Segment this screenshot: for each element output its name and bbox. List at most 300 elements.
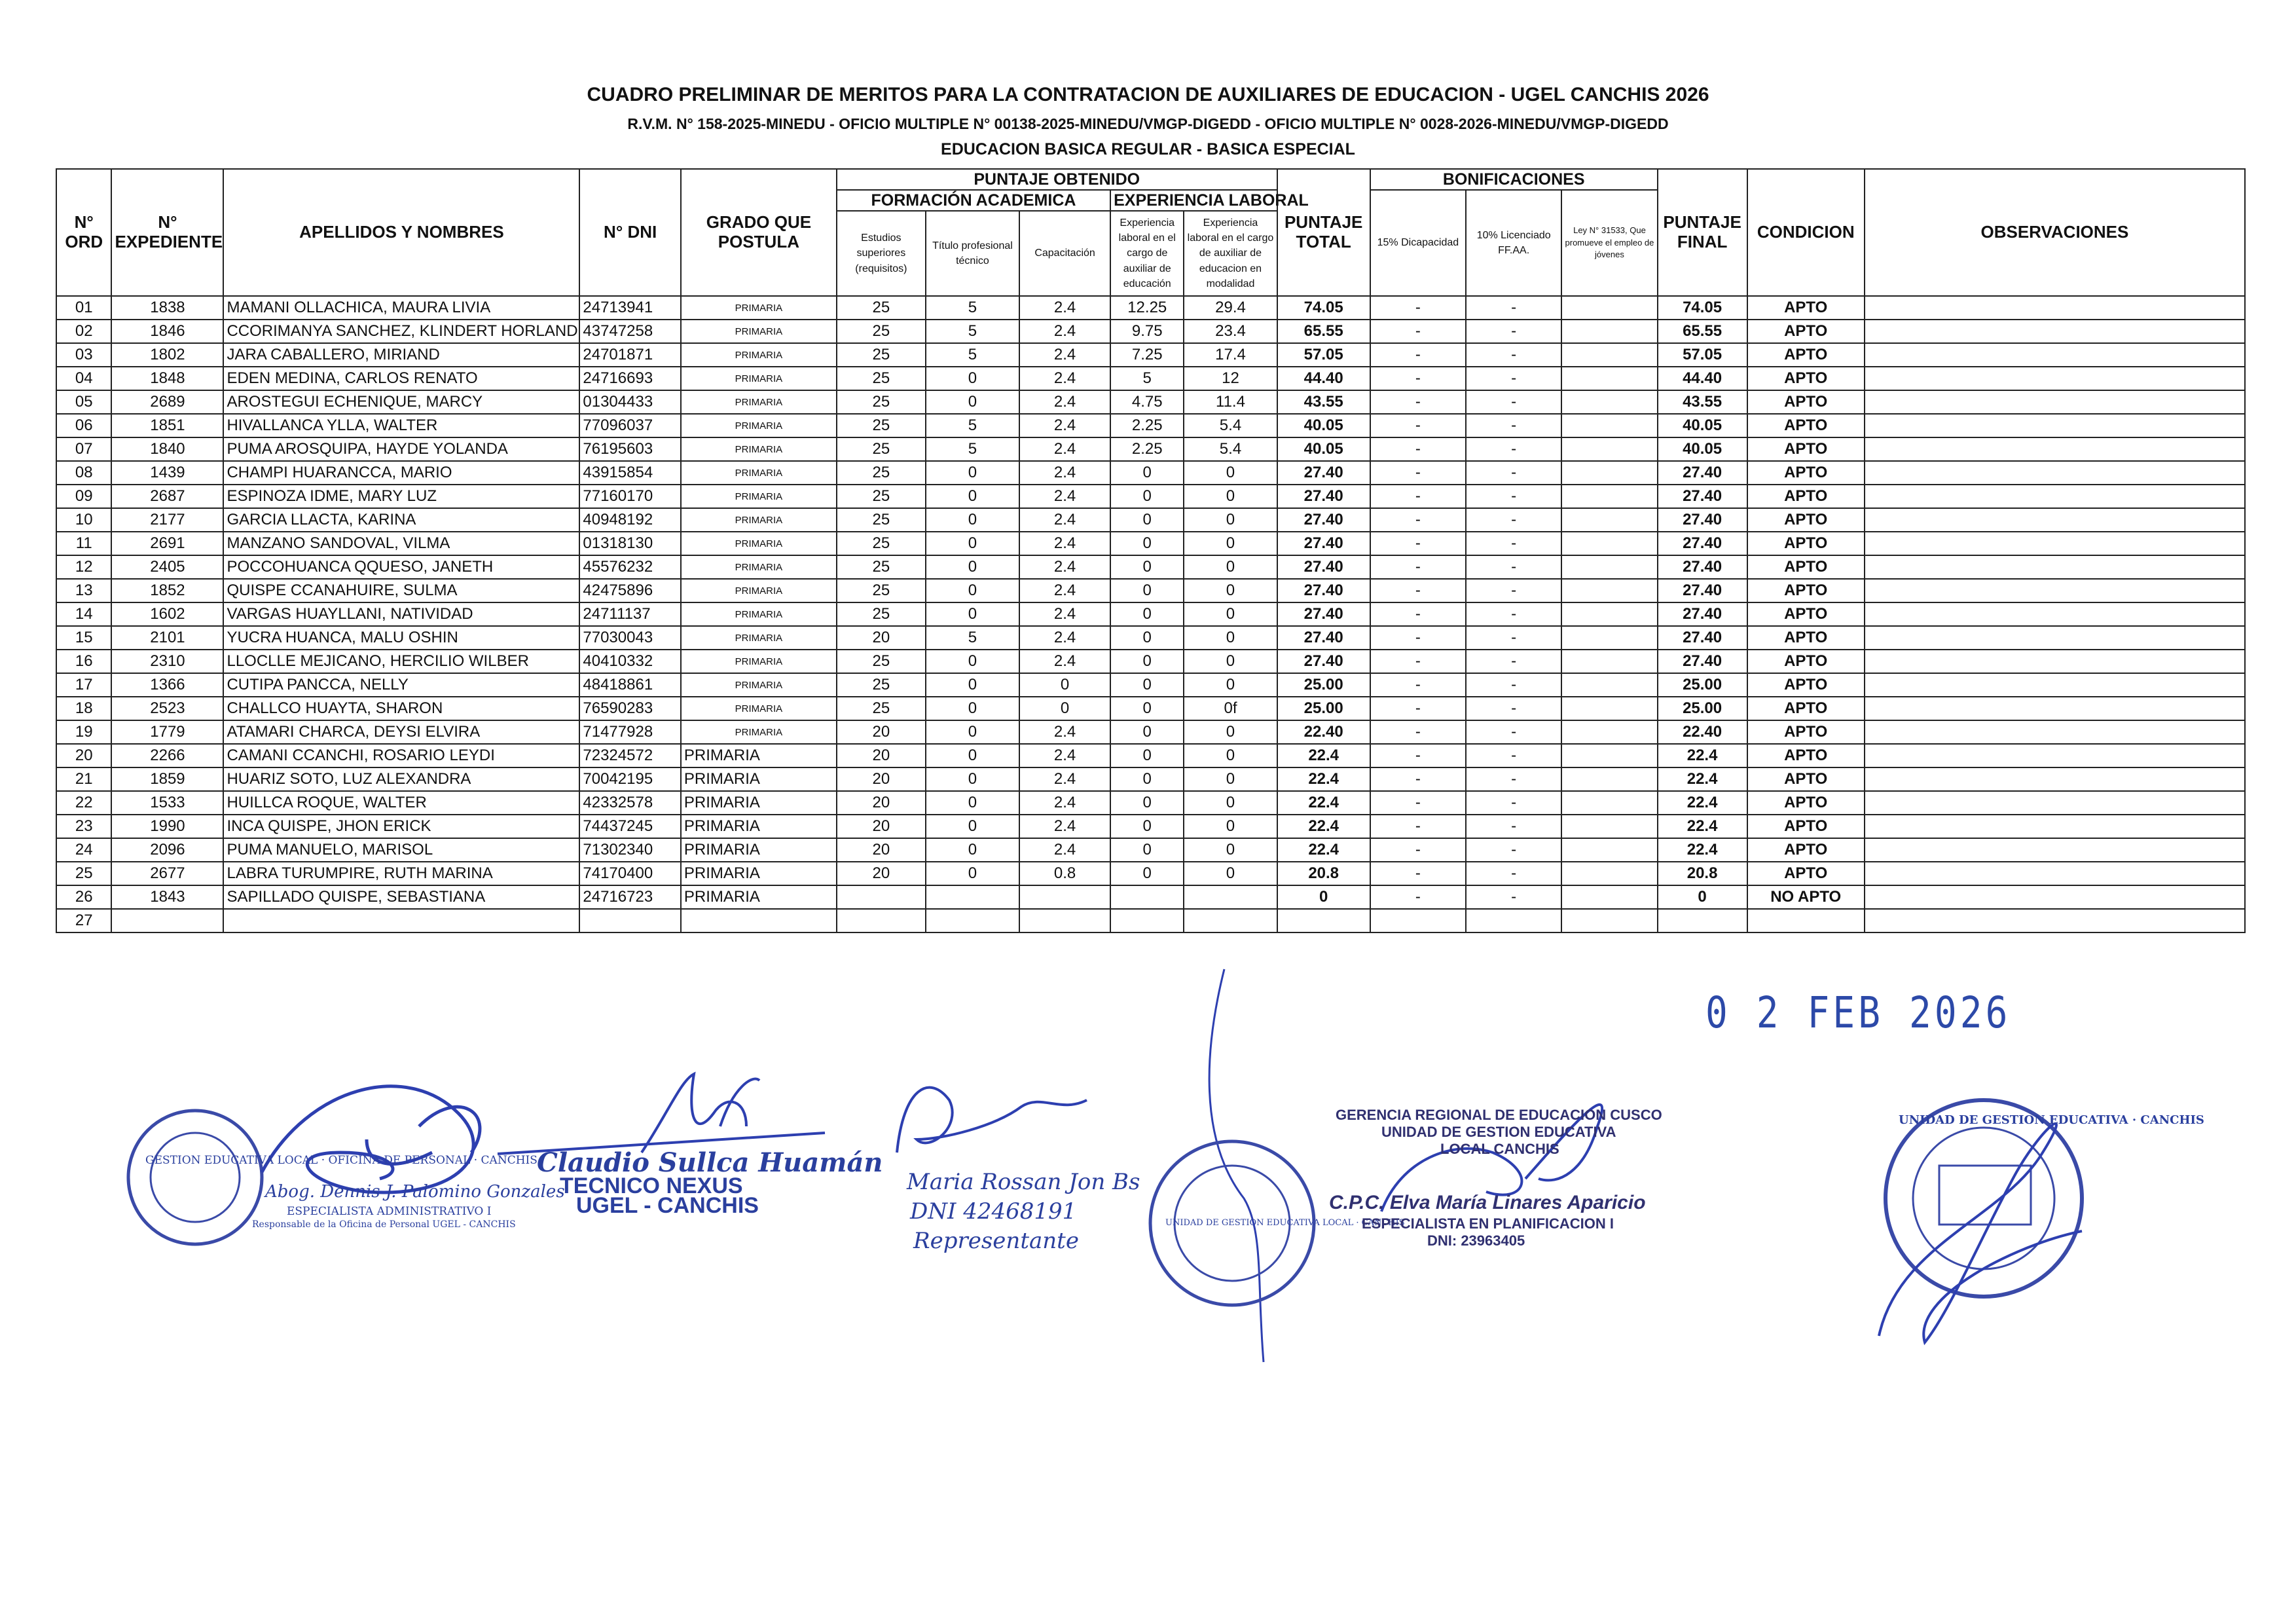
cell-capacitacion: 2.4 [1019, 767, 1110, 791]
signer-3-dni: DNI 42468191 [910, 1198, 1077, 1225]
signature-1 [262, 1086, 480, 1192]
cell-capacitacion: 2.4 [1019, 296, 1110, 320]
cell-exp-modalidad: 0 [1184, 720, 1277, 744]
table-row [56, 414, 2245, 437]
cell-titulo: 0 [926, 815, 1019, 838]
cell-titulo: 0 [926, 862, 1019, 885]
cell-exp-modalidad: 17.4 [1184, 343, 1277, 367]
cell-dni: 71477928 [579, 720, 681, 744]
table-row [56, 697, 2245, 720]
cell-grado: PRIMARIA [681, 296, 837, 320]
cell-exp-modalidad: 0 [1184, 791, 1277, 815]
col-capacitacion: Capacitación [1019, 211, 1110, 296]
cell-exp-modalidad [1184, 909, 1277, 932]
cell-capacitacion: 2.4 [1019, 555, 1110, 579]
cell-condicion: APTO [1747, 367, 1865, 390]
cell-dni: 74170400 [579, 862, 681, 885]
cell-titulo: 5 [926, 296, 1019, 320]
cell-condicion: APTO [1747, 390, 1865, 414]
cell-bon-ley [1561, 744, 1657, 767]
cell-bon-discapacidad: - [1370, 579, 1466, 602]
cell-exp-modalidad: 0 [1184, 673, 1277, 697]
table-row [56, 437, 2245, 461]
table-row [56, 838, 2245, 862]
cell-grado: PRIMARIA [681, 697, 837, 720]
cell-observaciones [1865, 697, 2245, 720]
cell-observaciones [1865, 579, 2245, 602]
cell-expediente: 1802 [111, 343, 223, 367]
cell-ord: 20 [56, 744, 111, 767]
cell-name: HIVALLANCA YLLA, WALTER [223, 414, 579, 437]
cell-expediente: 1843 [111, 885, 223, 909]
cell-bon-discapacidad: - [1370, 320, 1466, 343]
cell-puntaje-total: 22.4 [1277, 744, 1370, 767]
cell-condicion: NO APTO [1747, 885, 1865, 909]
cell-grado: PRIMARIA [681, 767, 837, 791]
cell-exp-auxiliar: 0 [1110, 650, 1184, 673]
cell-titulo: 0 [926, 532, 1019, 555]
cell-exp-modalidad: 0 [1184, 862, 1277, 885]
cell-estudios: 20 [837, 767, 926, 791]
cell-expediente: 2177 [111, 508, 223, 532]
cell-dni: 77096037 [579, 414, 681, 437]
cell-exp-auxiliar [1110, 909, 1184, 932]
cell-condicion: APTO [1747, 767, 1865, 791]
cell-condicion: APTO [1747, 437, 1865, 461]
cell-puntaje-final: 27.40 [1658, 650, 1747, 673]
cell-observaciones [1865, 390, 2245, 414]
cell-bon-ley [1561, 343, 1657, 367]
signer-4-role: ESPECIALISTA EN PLANIFICACION I [1362, 1215, 1614, 1232]
cell-grado: PRIMARIA [681, 815, 837, 838]
cell-name: JARA CABALLERO, MIRIAND [223, 343, 579, 367]
cell-ord: 23 [56, 815, 111, 838]
table-row [56, 720, 2245, 744]
cell-ord: 25 [56, 862, 111, 885]
cell-bon-discapacidad: - [1370, 767, 1466, 791]
cell-grado: PRIMARIA [681, 862, 837, 885]
cell-exp-auxiliar: 2.25 [1110, 414, 1184, 437]
cell-name: SAPILLADO QUISPE, SEBASTIANA [223, 885, 579, 909]
cell-ord: 17 [56, 673, 111, 697]
cell-name: CAMANI CCANCHI, ROSARIO LEYDI [223, 744, 579, 767]
cell-bon-ley [1561, 697, 1657, 720]
cell-bon-licenciado: - [1466, 367, 1561, 390]
cell-bon-licenciado: - [1466, 579, 1561, 602]
cell-observaciones [1865, 815, 2245, 838]
cell-puntaje-total: 27.40 [1277, 532, 1370, 555]
cell-bon-licenciado: - [1466, 296, 1561, 320]
cell-expediente: 1439 [111, 461, 223, 485]
cell-estudios: 25 [837, 367, 926, 390]
cell-titulo: 0 [926, 650, 1019, 673]
cell-bon-ley [1561, 602, 1657, 626]
cell-bon-discapacidad: - [1370, 626, 1466, 650]
cell-condicion: APTO [1747, 720, 1865, 744]
cell-puntaje-total: 0 [1277, 885, 1370, 909]
cell-exp-modalidad: 0 [1184, 767, 1277, 791]
cell-exp-auxiliar: 0 [1110, 720, 1184, 744]
cell-estudios: 25 [837, 555, 926, 579]
cell-bon-discapacidad: - [1370, 744, 1466, 767]
table-row [56, 508, 2245, 532]
cell-bon-ley [1561, 367, 1657, 390]
cell-bon-discapacidad: - [1370, 343, 1466, 367]
cell-expediente: 1990 [111, 815, 223, 838]
cell-expediente: 1840 [111, 437, 223, 461]
col-observaciones: OBSERVACIONES [1865, 169, 2245, 296]
cell-titulo: 0 [926, 697, 1019, 720]
cell-observaciones [1865, 885, 2245, 909]
cell-capacitacion: 2.4 [1019, 343, 1110, 367]
cell-titulo: 0 [926, 461, 1019, 485]
table-row [56, 909, 2245, 932]
cell-dni: 43747258 [579, 320, 681, 343]
cell-bon-ley [1561, 296, 1657, 320]
cell-bon-ley [1561, 650, 1657, 673]
cell-dni [579, 909, 681, 932]
cell-bon-discapacidad: - [1370, 555, 1466, 579]
cell-bon-ley [1561, 909, 1657, 932]
cell-bon-ley [1561, 320, 1657, 343]
cell-name: LABRA TURUMPIRE, RUTH MARINA [223, 862, 579, 885]
cell-puntaje-final: 27.40 [1658, 555, 1747, 579]
cell-name [223, 909, 579, 932]
cell-bon-discapacidad: - [1370, 697, 1466, 720]
cell-dni: 24716693 [579, 367, 681, 390]
cell-puntaje-total: 27.40 [1277, 555, 1370, 579]
cell-expediente: 2310 [111, 650, 223, 673]
cell-exp-auxiliar: 0 [1110, 767, 1184, 791]
cell-titulo: 5 [926, 437, 1019, 461]
cell-exp-modalidad: 0 [1184, 508, 1277, 532]
cell-dni: 42475896 [579, 579, 681, 602]
cell-ord: 06 [56, 414, 111, 437]
cell-exp-modalidad: 0 [1184, 838, 1277, 862]
cell-bon-discapacidad: - [1370, 673, 1466, 697]
cell-capacitacion: 2.4 [1019, 579, 1110, 602]
cell-estudios: 25 [837, 673, 926, 697]
cell-grado: PRIMARIA [681, 343, 837, 367]
cell-expediente: 1838 [111, 296, 223, 320]
cell-expediente: 2687 [111, 485, 223, 508]
cell-ord: 14 [56, 602, 111, 626]
cell-estudios: 25 [837, 390, 926, 414]
cell-capacitacion: 2.4 [1019, 367, 1110, 390]
cell-grado: PRIMARIA [681, 885, 837, 909]
cell-estudios: 25 [837, 437, 926, 461]
cell-dni: 40948192 [579, 508, 681, 532]
cell-puntaje-total: 74.05 [1277, 296, 1370, 320]
cell-bon-licenciado: - [1466, 838, 1561, 862]
cell-puntaje-total: 22.4 [1277, 791, 1370, 815]
cell-observaciones [1865, 414, 2245, 437]
cell-grado: PRIMARIA [681, 390, 837, 414]
cell-puntaje-final: 65.55 [1658, 320, 1747, 343]
cell-bon-discapacidad: - [1370, 885, 1466, 909]
cell-titulo: 0 [926, 838, 1019, 862]
signer-1-office: Responsable de la Oficina de Personal UGEL - CANCHIS [252, 1219, 516, 1230]
cell-exp-modalidad: 5.4 [1184, 437, 1277, 461]
cell-bon-licenciado: - [1466, 390, 1561, 414]
cell-dni: 24713941 [579, 296, 681, 320]
cell-estudios: 20 [837, 791, 926, 815]
cell-bon-discapacidad: - [1370, 485, 1466, 508]
cell-puntaje-total: 27.40 [1277, 579, 1370, 602]
cell-puntaje-final: 43.55 [1658, 390, 1747, 414]
cell-capacitacion: 2.4 [1019, 532, 1110, 555]
cell-grado: PRIMARIA [681, 437, 837, 461]
table-row [56, 815, 2245, 838]
cell-name: MANZANO SANDOVAL, VILMA [223, 532, 579, 555]
col-formacion: FORMACIÓN ACADEMICA [837, 190, 1110, 211]
cell-grado: PRIMARIA [681, 367, 837, 390]
cell-titulo: 5 [926, 343, 1019, 367]
cell-expediente: 1779 [111, 720, 223, 744]
cell-observaciones [1865, 555, 2245, 579]
cell-ord: 10 [56, 508, 111, 532]
signer-2-office: UGEL - CANCHIS [576, 1193, 759, 1218]
cell-exp-modalidad: 0 [1184, 650, 1277, 673]
cell-bon-ley [1561, 437, 1657, 461]
table-row [56, 602, 2245, 626]
cell-dni: 48418861 [579, 673, 681, 697]
cell-ord: 19 [56, 720, 111, 744]
cell-expediente: 2096 [111, 838, 223, 862]
signer-4-org2: UNIDAD DE GESTION EDUCATIVA [1381, 1124, 1616, 1140]
cell-condicion: APTO [1747, 485, 1865, 508]
cell-titulo: 5 [926, 320, 1019, 343]
cell-bon-licenciado: - [1466, 532, 1561, 555]
cell-name: EDEN MEDINA, CARLOS RENATO [223, 367, 579, 390]
cell-ord: 26 [56, 885, 111, 909]
cell-puntaje-final [1658, 909, 1747, 932]
cell-name: LLOCLLE MEJICANO, HERCILIO WILBER [223, 650, 579, 673]
cell-bon-ley [1561, 862, 1657, 885]
cell-name: ATAMARI CHARCA, DEYSI ELVIRA [223, 720, 579, 744]
cell-bon-licenciado: - [1466, 508, 1561, 532]
cell-bon-ley [1561, 838, 1657, 862]
col-expediente: N° EXPEDIENTE [111, 169, 223, 296]
cell-exp-auxiliar [1110, 885, 1184, 909]
col-estudios: Estudios superiores (requisitos) [837, 211, 926, 296]
cell-ord: 09 [56, 485, 111, 508]
table-row [56, 461, 2245, 485]
cell-name: MAMANI OLLACHICA, MAURA LIVIA [223, 296, 579, 320]
table-row [56, 390, 2245, 414]
cell-expediente: 2405 [111, 555, 223, 579]
cell-estudios: 20 [837, 862, 926, 885]
cell-expediente: 2689 [111, 390, 223, 414]
cell-dni: 74437245 [579, 815, 681, 838]
cell-condicion: APTO [1747, 579, 1865, 602]
cell-observaciones [1865, 508, 2245, 532]
cell-bon-licenciado: - [1466, 862, 1561, 885]
cell-observaciones [1865, 909, 2245, 932]
table-row [56, 579, 2245, 602]
cell-estudios: 25 [837, 414, 926, 437]
cell-titulo: 0 [926, 602, 1019, 626]
cell-puntaje-total: 22.4 [1277, 815, 1370, 838]
table-body [56, 296, 2245, 932]
col-exp-modalidad: Experiencia laboral en el cargo de auxiliar de educacion en modalidad [1184, 211, 1277, 296]
col-bon-ley: Ley N° 31533, Que promueve el empleo de jóvenes [1561, 190, 1657, 296]
cell-estudios: 25 [837, 296, 926, 320]
cell-bon-discapacidad: - [1370, 437, 1466, 461]
cell-expediente: 2266 [111, 744, 223, 767]
signer-2-role: TECNICO NEXUS [560, 1173, 743, 1198]
table-row [56, 367, 2245, 390]
signature-2 [498, 1074, 825, 1154]
cell-condicion: APTO [1747, 815, 1865, 838]
cell-exp-modalidad: 0 [1184, 461, 1277, 485]
cell-bon-ley [1561, 390, 1657, 414]
cell-dni: 76590283 [579, 697, 681, 720]
cell-expediente: 1859 [111, 767, 223, 791]
cell-condicion: APTO [1747, 602, 1865, 626]
cell-ord: 24 [56, 838, 111, 862]
cell-puntaje-final: 27.40 [1658, 508, 1747, 532]
cell-capacitacion [1019, 909, 1110, 932]
cell-puntaje-total: 40.05 [1277, 414, 1370, 437]
cell-condicion: APTO [1747, 320, 1865, 343]
cell-dni: 40410332 [579, 650, 681, 673]
cell-capacitacion: 2.4 [1019, 390, 1110, 414]
col-titulo: Título profesional técnico [926, 211, 1019, 296]
cell-capacitacion: 2.4 [1019, 602, 1110, 626]
cell-dni: 45576232 [579, 555, 681, 579]
cell-observaciones [1865, 437, 2245, 461]
cell-grado: PRIMARIA [681, 673, 837, 697]
cell-exp-auxiliar: 5 [1110, 367, 1184, 390]
cell-exp-modalidad: 0 [1184, 579, 1277, 602]
cell-bon-licenciado: - [1466, 697, 1561, 720]
cell-grado: PRIMARIA [681, 414, 837, 437]
cell-puntaje-total: 43.55 [1277, 390, 1370, 414]
cell-puntaje-final: 22.4 [1658, 791, 1747, 815]
cell-name: PUMA AROSQUIPA, HAYDE YOLANDA [223, 437, 579, 461]
cell-name: CHALLCO HUAYTA, SHARON [223, 697, 579, 720]
cell-observaciones [1865, 838, 2245, 862]
cell-condicion: APTO [1747, 343, 1865, 367]
cell-bon-ley [1561, 485, 1657, 508]
seal-5-text: UNIDAD DE GESTION EDUCATIVA · CANCHIS [1899, 1113, 2204, 1127]
cell-observaciones [1865, 744, 2245, 767]
cell-bon-ley [1561, 579, 1657, 602]
cell-name: VARGAS HUAYLLANI, NATIVIDAD [223, 602, 579, 626]
cell-grado: PRIMARIA [681, 720, 837, 744]
cell-ord: 18 [56, 697, 111, 720]
cell-capacitacion: 2.4 [1019, 437, 1110, 461]
cell-puntaje-final: 40.05 [1658, 437, 1747, 461]
cell-dni: 24701871 [579, 343, 681, 367]
received-date-stamp: 0 2 FEB 2026 [1705, 987, 2011, 1038]
table-row [56, 767, 2245, 791]
cell-exp-auxiliar: 0 [1110, 862, 1184, 885]
cell-dni: 71302340 [579, 838, 681, 862]
cell-ord: 08 [56, 461, 111, 485]
cell-bon-licenciado: - [1466, 885, 1561, 909]
cell-exp-auxiliar: 0 [1110, 602, 1184, 626]
cell-grado: PRIMARIA [681, 555, 837, 579]
cell-condicion: APTO [1747, 508, 1865, 532]
signer-4-org1: GERENCIA REGIONAL DE EDUCACION CUSCO [1336, 1107, 1662, 1123]
cell-grado: PRIMARIA [681, 838, 837, 862]
cell-bon-ley [1561, 461, 1657, 485]
cell-dni: 01318130 [579, 532, 681, 555]
signer-4-dni: DNI: 23963405 [1427, 1232, 1525, 1249]
cell-dni: 43915854 [579, 461, 681, 485]
cell-name: POCCOHUANCA QQUESO, JANETH [223, 555, 579, 579]
cell-exp-auxiliar: 0 [1110, 744, 1184, 767]
cell-titulo: 5 [926, 414, 1019, 437]
cell-exp-auxiliar: 0 [1110, 815, 1184, 838]
cell-puntaje-final: 40.05 [1658, 414, 1747, 437]
cell-exp-modalidad: 0 [1184, 555, 1277, 579]
cell-capacitacion: 2.4 [1019, 508, 1110, 532]
cell-puntaje-final: 27.40 [1658, 602, 1747, 626]
cell-grado [681, 909, 837, 932]
cell-capacitacion [1019, 885, 1110, 909]
cell-bon-licenciado: - [1466, 791, 1561, 815]
cell-condicion: APTO [1747, 838, 1865, 862]
cell-exp-modalidad: 0 [1184, 485, 1277, 508]
cell-grado: PRIMARIA [681, 626, 837, 650]
cell-puntaje-total: 20.8 [1277, 862, 1370, 885]
cell-capacitacion: 2.4 [1019, 414, 1110, 437]
cell-estudios: 25 [837, 579, 926, 602]
cell-puntaje-final: 27.40 [1658, 579, 1747, 602]
cell-name: AROSTEGUI ECHENIQUE, MARCY [223, 390, 579, 414]
cell-bon-discapacidad: - [1370, 720, 1466, 744]
col-experiencia: EXPERIENCIA LABORAL [1110, 190, 1277, 211]
cell-observaciones [1865, 862, 2245, 885]
cell-observaciones [1865, 650, 2245, 673]
cell-bon-licenciado: - [1466, 767, 1561, 791]
cell-puntaje-final: 22.4 [1658, 744, 1747, 767]
cell-expediente: 2691 [111, 532, 223, 555]
cell-condicion: APTO [1747, 532, 1865, 555]
cell-name: ESPINOZA IDME, MARY LUZ [223, 485, 579, 508]
cell-ord: 12 [56, 555, 111, 579]
table-row [56, 296, 2245, 320]
cell-puntaje-final: 0 [1658, 885, 1747, 909]
cell-bon-licenciado: - [1466, 650, 1561, 673]
cell-dni: 72324572 [579, 744, 681, 767]
cell-bon-licenciado: - [1466, 602, 1561, 626]
cell-expediente: 1846 [111, 320, 223, 343]
cell-exp-modalidad: 0 [1184, 815, 1277, 838]
cell-observaciones [1865, 626, 2245, 650]
signer-3-role: Representante [913, 1228, 1079, 1254]
col-puntaje-total: PUNTAJE TOTAL [1277, 169, 1370, 296]
cell-puntaje-total: 25.00 [1277, 697, 1370, 720]
cell-estudios: 20 [837, 720, 926, 744]
cell-estudios: 20 [837, 838, 926, 862]
cell-estudios [837, 885, 926, 909]
cell-capacitacion: 0 [1019, 697, 1110, 720]
cell-estudios: 25 [837, 650, 926, 673]
cell-bon-ley [1561, 555, 1657, 579]
cell-puntaje-total: 44.40 [1277, 367, 1370, 390]
signer-1-role: ESPECIALISTA ADMINISTRATIVO I [287, 1205, 492, 1218]
cell-grado: PRIMARIA [681, 320, 837, 343]
table-row [56, 532, 2245, 555]
cell-estudios [837, 909, 926, 932]
cell-expediente: 1366 [111, 673, 223, 697]
cell-observaciones [1865, 296, 2245, 320]
cell-puntaje-final: 27.40 [1658, 626, 1747, 650]
